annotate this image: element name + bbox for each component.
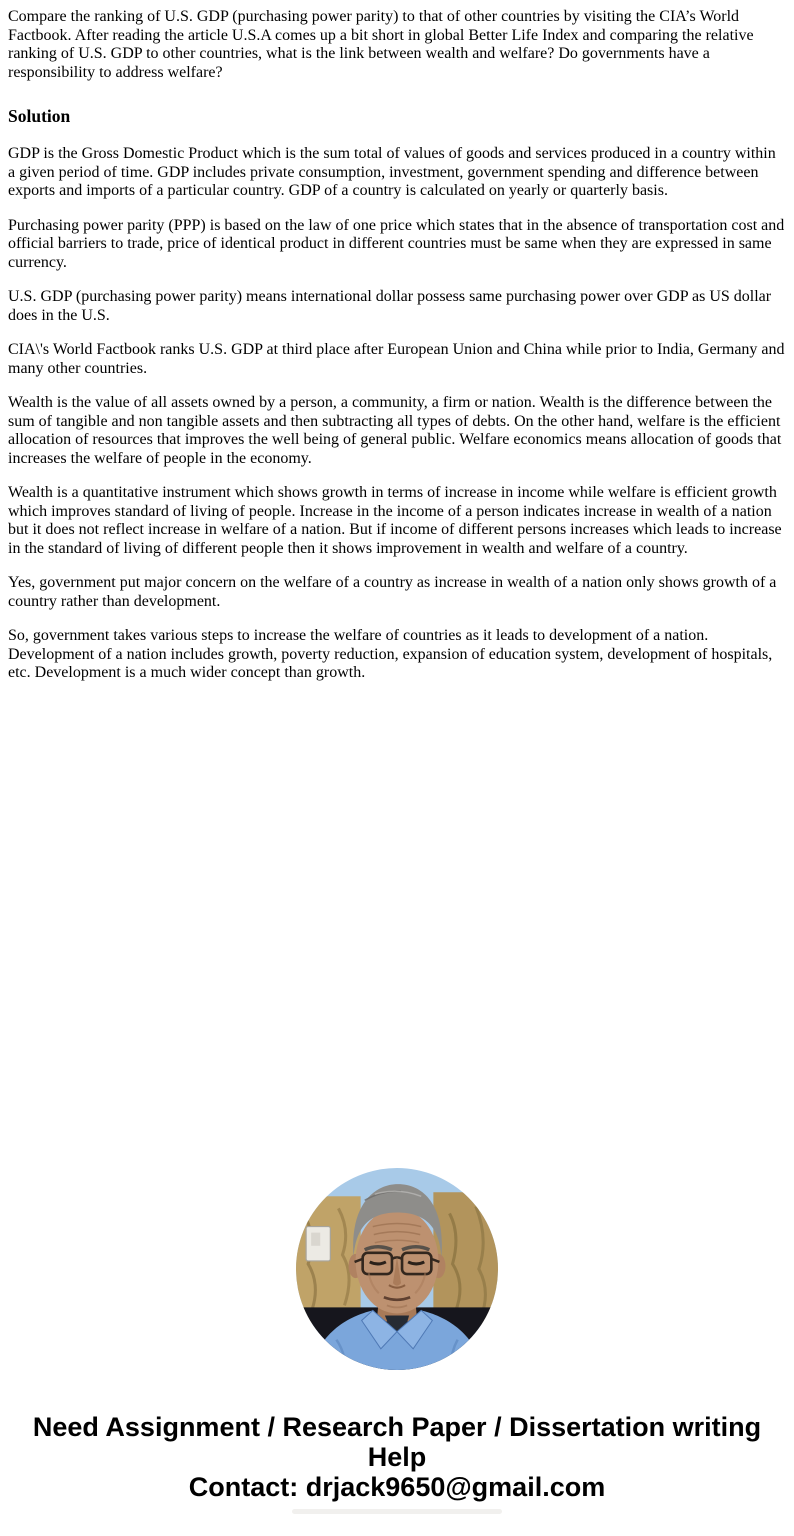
paragraph: CIA\'s World Factbook ranks U.S. GDP at third place after European Union and China while prior to India, Germany and many other countries. (8, 341, 785, 377)
footer-help-text: Need Assignment / Research Paper / Dissertation writing Help (32, 1411, 762, 1472)
avatar-photo-illustration (296, 1168, 498, 1370)
footer (0, 1412, 794, 1514)
paragraph: GDP is the Gross Domestic Product which is the sum total of values of goods and services produced in a country within a given period of time. GDP includes private consumption, investment, government spending and difference between exports and imports of a particular country. GDP of a country is calculated on yearly or quarterly basis. (8, 145, 776, 199)
footer-contact-text: Contact: drjack9650@gmail.com (188, 1471, 606, 1502)
avatar (296, 1168, 498, 1370)
paragraph: U.S. GDP (purchasing power parity) means international dollar possess same purchasing power over GDP as US dollar does in the U.S. (8, 288, 772, 324)
article (0, 0, 794, 683)
paragraph: Wealth is a quantitative instrument which shows growth in terms of increase in income while welfare is efficient growth which improves standard of living of people. Increase in the income of a person indicates increase in wealth of a nation but it does not reflect increase in welfare of a nation. But if income of different persons increases which leads to increase in the standard of living of different people then it shows improvement in wealth and welfare of a country. (8, 484, 782, 557)
paragraph: So, government takes various steps to increase the welfare of countries as it leads to development of a nation. Development of a nation includes growth, poverty reduction, expansion of education system, development of hospitals, etc. Development is a much wider concept than growth. (8, 627, 773, 681)
paragraph: Yes, government put major concern on the welfare of a country as increase in wealth of a nation only shows growth of a country rather than development. (8, 574, 777, 610)
solution-heading: Solution (8, 106, 71, 126)
paragraph: Wealth is the value of all assets owned by a person, a community, a firm or nation. Wealth is the difference between the sum of tangible and non tangible assets and then subtracting all types of debts. On the other hand, welfare is the efficient allocation of resources that improves the well being of general public. Welfare economics means allocation of goods that increases the welfare of people in the economy. (8, 394, 782, 467)
paragraph: Purchasing power parity (PPP) is based on the law of one price which states that in the absence of transportation cost and official barriers to trade, price of identical product in different countries must be same when they are expressed in same currency. (8, 216, 785, 271)
question-paragraph: Compare the ranking of U.S. GDP (purchasing power parity) to that of other countries by visiting the CIA’s World Factbook. After reading the article U.S.A comes up a bit short in global Better Life Index and comparing the relative ranking of U.S. GDP to other countries, what is the link between wealth and welfare? Do governments have a responsibility to address welfare? (8, 8, 754, 81)
bottom-spacer (0, 1514, 794, 1536)
